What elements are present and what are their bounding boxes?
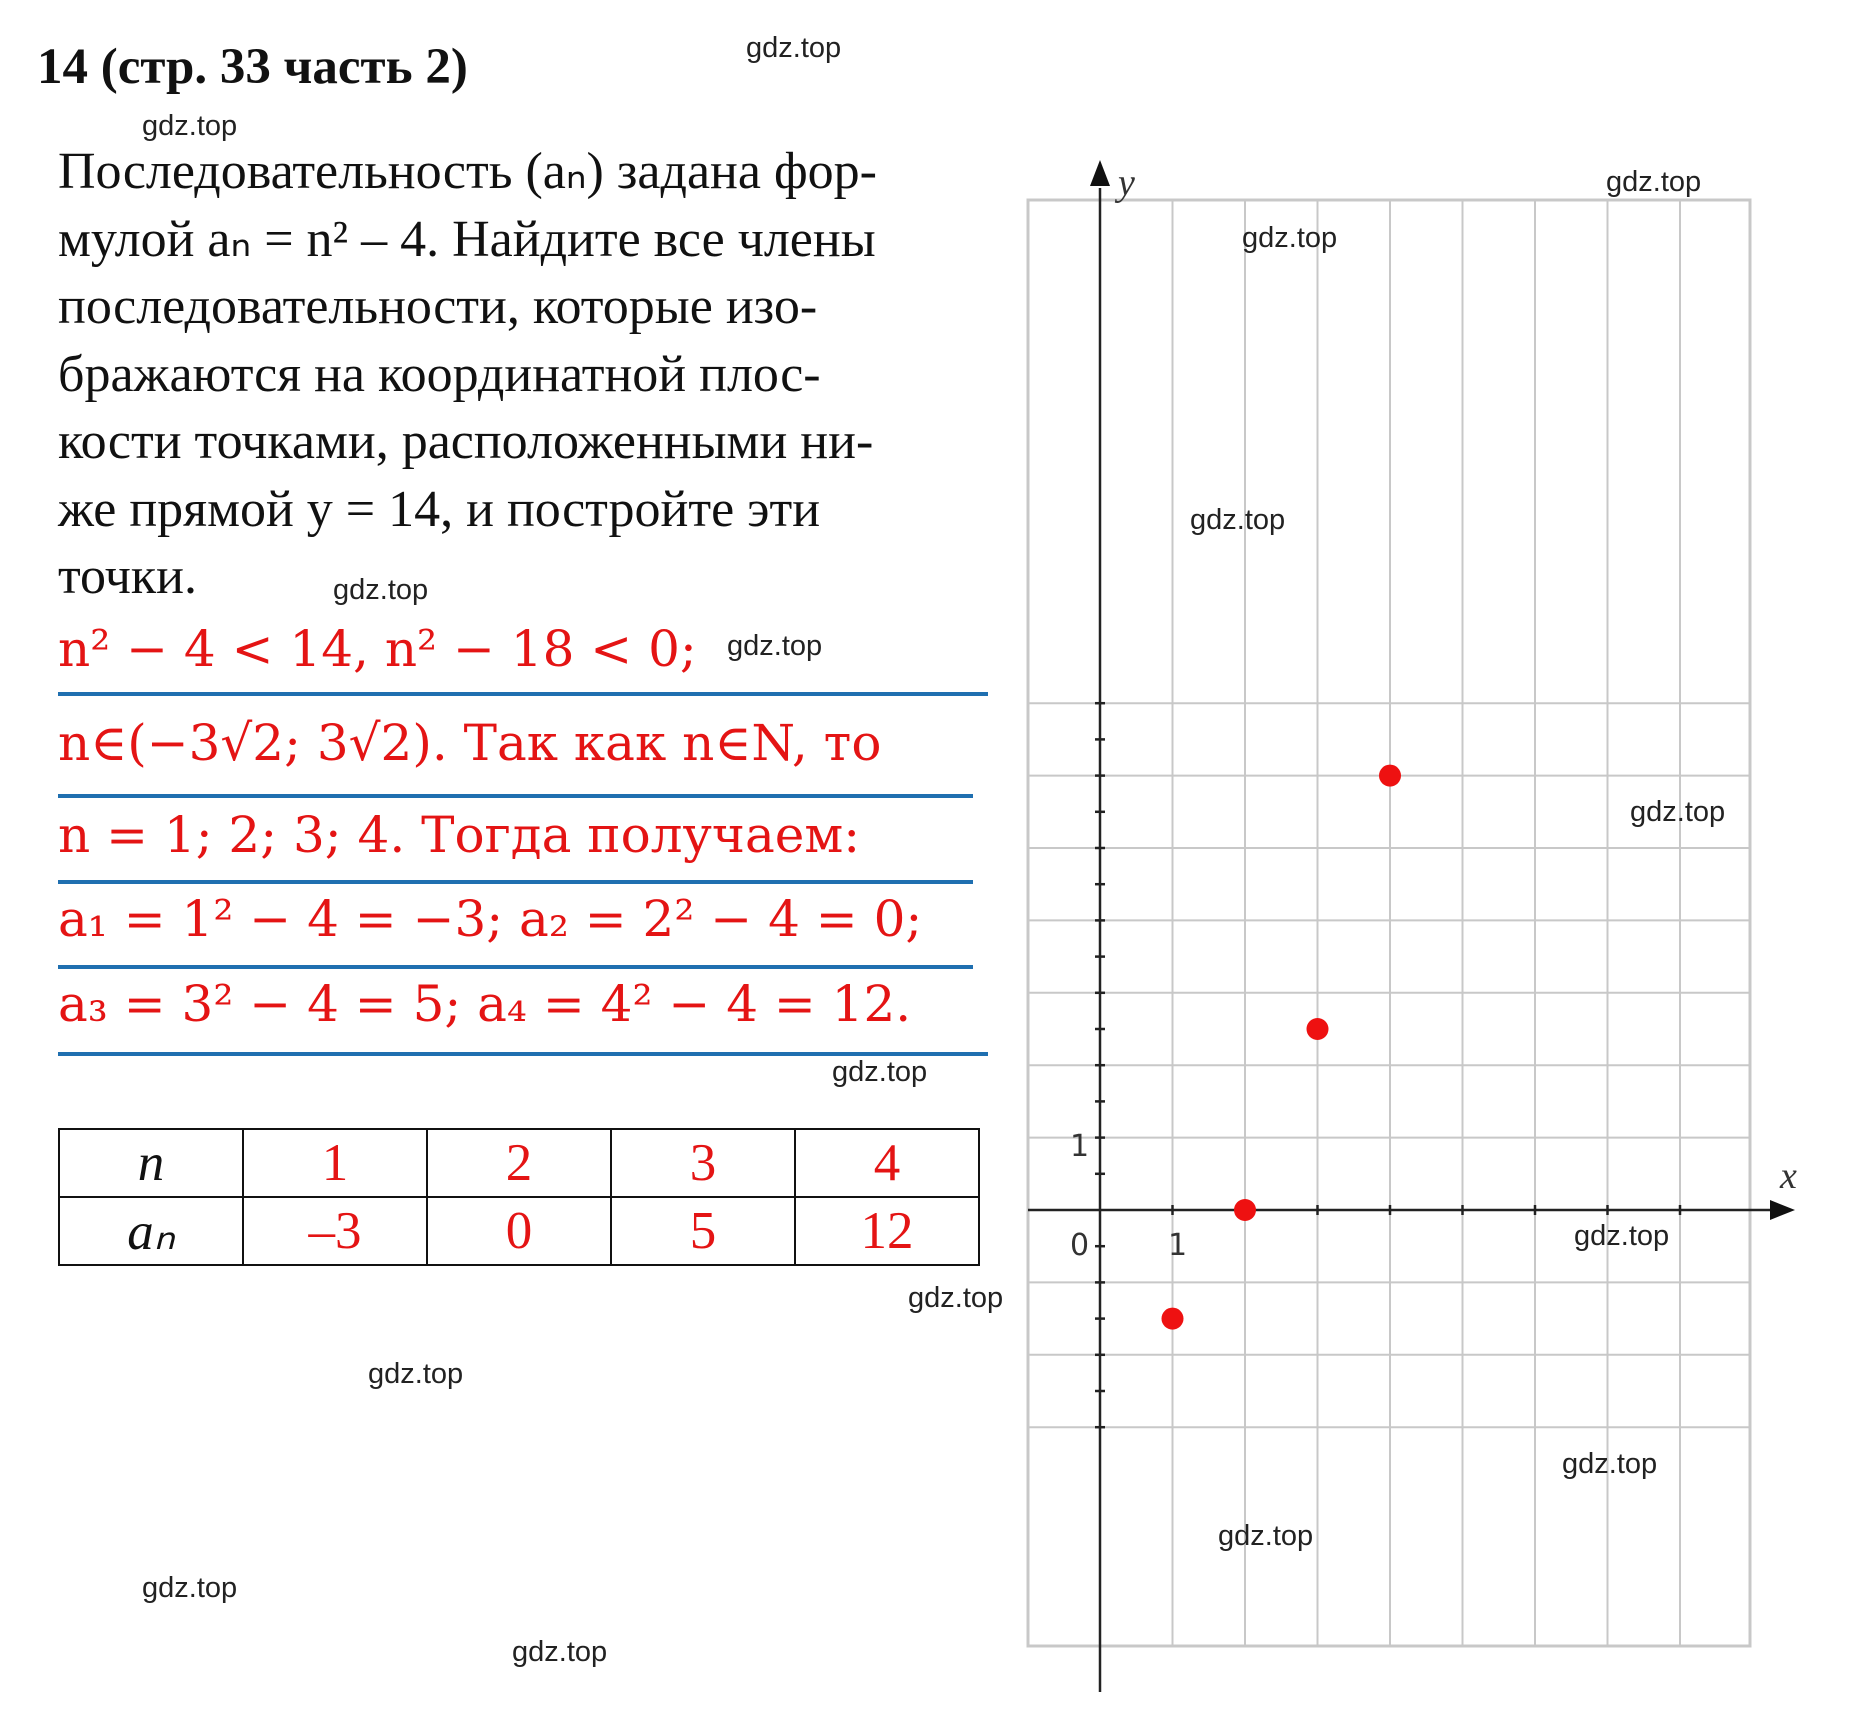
watermark: gdz.top <box>832 1056 928 1088</box>
table-cell: 3 <box>611 1129 795 1197</box>
solution-line-3: n = 1; 2; 3; 4. Тогда получаем: <box>58 806 973 884</box>
problem-line: же прямой y = 14, и постройте эти <box>58 480 821 538</box>
watermark: gdz.top <box>746 32 842 64</box>
exercise-title: 14 (стр. 33 часть 2) <box>37 39 468 95</box>
solution-line-1: n² − 4 < 14, n² − 18 < 0; <box>58 620 988 696</box>
watermark: gdz.top <box>1218 1520 1314 1552</box>
problem-line: мулой aₙ = n² – 4. Найдите все члены <box>58 210 876 268</box>
problem-line: кости точками, расположенными ни- <box>58 413 874 470</box>
watermark: gdz.top <box>368 1358 464 1390</box>
watermark: gdz.top <box>142 1572 238 1604</box>
problem-line: точки. <box>58 548 197 605</box>
solution-line-4: a₁ = 1² − 4 = −3; a₂ = 2² − 4 = 0; <box>58 890 973 969</box>
x-tick-label: 1 <box>1168 1228 1188 1263</box>
table-cell: –3 <box>243 1197 427 1265</box>
watermark: gdz.top <box>908 1282 1004 1314</box>
watermark: gdz.top <box>1630 796 1726 828</box>
table-cell: 1 <box>243 1129 427 1197</box>
data-point <box>1379 765 1401 787</box>
x-axis-label: x <box>1780 1155 1797 1197</box>
watermark: gdz.top <box>333 574 429 606</box>
y-tick-label: 1 <box>1070 1129 1090 1164</box>
watermark: gdz.top <box>1562 1448 1658 1480</box>
watermark: gdz.top <box>1190 504 1286 536</box>
y-axis-label: y <box>1118 162 1135 204</box>
table-cell: 2 <box>427 1129 611 1197</box>
problem-line: последовательности, которые изо- <box>58 278 818 335</box>
table-cell: 5 <box>611 1197 795 1265</box>
watermark: gdz.top <box>512 1636 608 1668</box>
solution-line-2: n∈(−3√2; 3√2). Так как n∈N, то <box>58 714 973 798</box>
grid <box>1028 200 1750 1646</box>
table-cell: 4 <box>795 1129 979 1197</box>
row-label-n: n <box>59 1129 243 1197</box>
problem-line: бражаются на координатной плос- <box>58 345 821 403</box>
y-axis-arrow <box>1090 160 1110 186</box>
data-points <box>1162 765 1402 1330</box>
row-label-an: aₙ <box>59 1197 243 1265</box>
watermark: gdz.top <box>1242 222 1338 254</box>
data-point <box>1307 1018 1329 1040</box>
x-axis-arrow <box>1770 1200 1795 1220</box>
watermark: gdz.top <box>142 110 238 142</box>
origin-tick-label: 0 <box>1070 1228 1090 1263</box>
data-point <box>1162 1308 1184 1330</box>
watermark: gdz.top <box>727 630 823 662</box>
data-point <box>1234 1199 1256 1221</box>
table-cell: 12 <box>795 1197 979 1265</box>
table-cell: 0 <box>427 1197 611 1265</box>
problem-line: Последовательность (aₙ) задана фор- <box>58 143 877 200</box>
watermark: gdz.top <box>1606 166 1702 198</box>
solution-line-5: a₃ = 3² − 4 = 5; a₄ = 4² − 4 = 12. <box>58 975 988 1056</box>
watermark: gdz.top <box>1574 1220 1670 1252</box>
